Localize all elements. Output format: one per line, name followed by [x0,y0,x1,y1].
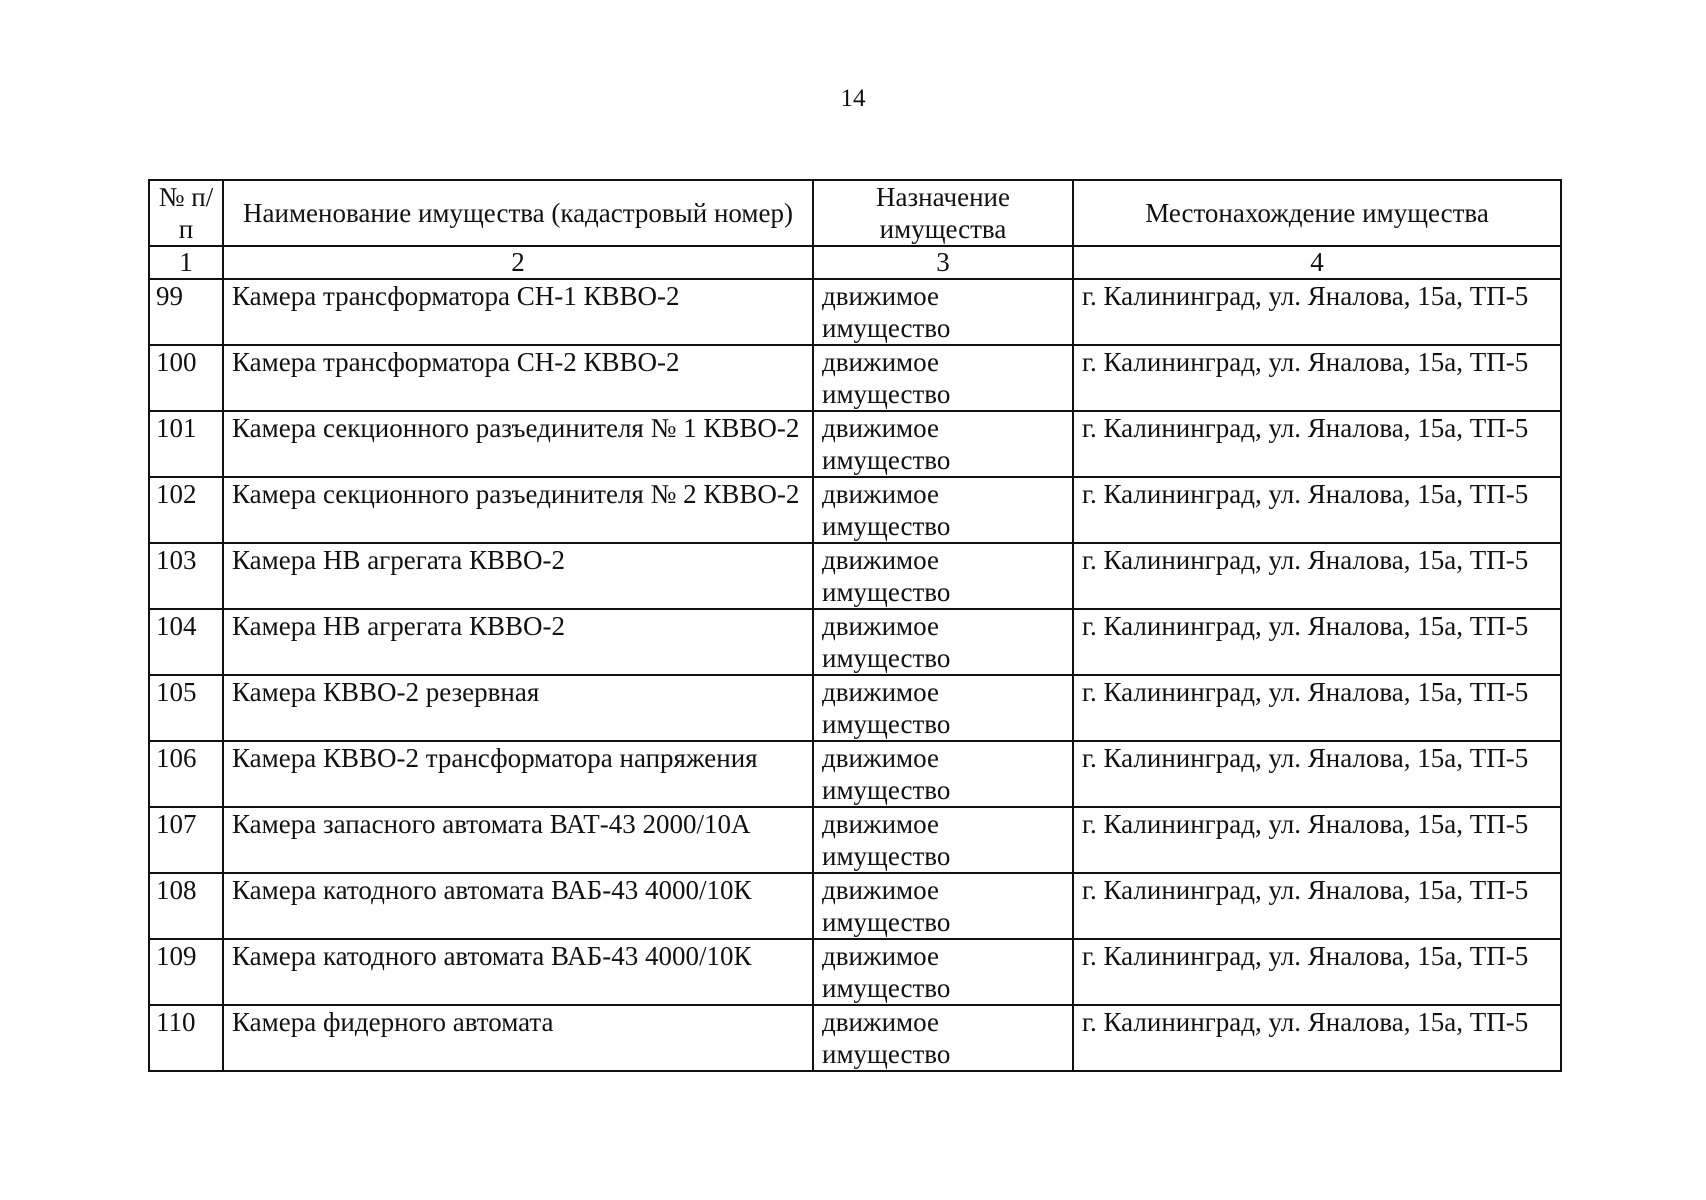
property-purpose: движимое имущество [813,675,1073,741]
property-name: Камера фидерного автомата [223,1005,813,1071]
property-purpose: движимое имущество [813,873,1073,939]
header-location: Местонахождение имущества [1073,180,1561,246]
row-number: 110 [149,1005,223,1071]
header-purpose: Назначение имущества [813,180,1073,246]
row-number: 102 [149,477,223,543]
table-row [149,939,1561,1005]
property-location: г. Калининград, ул. Яналова, 15а, ТП-5 [1073,741,1561,807]
table-row [149,477,1561,543]
table-row [149,279,1561,345]
column-number: 1 [149,246,223,279]
row-number: 103 [149,543,223,609]
property-location: г. Калининград, ул. Яналова, 15а, ТП-5 [1073,609,1561,675]
table-row [149,873,1561,939]
table-row [149,807,1561,873]
property-purpose: движимое имущество [813,741,1073,807]
property-name: Камера НВ агрегата КВВО-2 [223,609,813,675]
property-name: Камера трансформатора СН-1 КВВО-2 [223,279,813,345]
property-purpose: движимое имущество [813,477,1073,543]
column-number: 2 [223,246,813,279]
row-number: 101 [149,411,223,477]
property-purpose: движимое имущество [813,939,1073,1005]
column-number: 4 [1073,246,1561,279]
row-number: 107 [149,807,223,873]
property-name: Камера трансформатора СН-2 КВВО-2 [223,345,813,411]
property-purpose: движимое имущество [813,1005,1073,1071]
property-location: г. Калининград, ул. Яналова, 15а, ТП-5 [1073,279,1561,345]
property-purpose: движимое имущество [813,345,1073,411]
row-number: 105 [149,675,223,741]
property-table [148,179,1562,1072]
property-purpose: движимое имущество [813,807,1073,873]
property-location: г. Калининград, ул. Яналова, 15а, ТП-5 [1073,411,1561,477]
property-location: г. Калининград, ул. Яналова, 15а, ТП-5 [1073,345,1561,411]
row-number: 104 [149,609,223,675]
property-location: г. Калининград, ул. Яналова, 15а, ТП-5 [1073,873,1561,939]
property-location: г. Калининград, ул. Яналова, 15а, ТП-5 [1073,675,1561,741]
table-header-row [149,180,1561,246]
row-number: 108 [149,873,223,939]
row-number: 109 [149,939,223,1005]
column-number: 3 [813,246,1073,279]
property-name: Камера НВ агрегата КВВО-2 [223,543,813,609]
page-number: 14 [840,85,866,112]
table-row [149,1005,1561,1071]
table-row [149,543,1561,609]
table-row [149,675,1561,741]
property-location: г. Калининград, ул. Яналова, 15а, ТП-5 [1073,543,1561,609]
property-location: г. Калининград, ул. Яналова, 15а, ТП-5 [1073,477,1561,543]
column-number-row [149,246,1561,279]
property-purpose: движимое имущество [813,279,1073,345]
row-number: 100 [149,345,223,411]
property-purpose: движимое имущество [813,609,1073,675]
property-location: г. Калининград, ул. Яналова, 15а, ТП-5 [1073,939,1561,1005]
table-body [149,279,1561,1071]
table-row [149,609,1561,675]
property-purpose: движимое имущество [813,543,1073,609]
property-location: г. Калининград, ул. Яналова, 15а, ТП-5 [1073,807,1561,873]
property-name: Камера катодного автомата ВАБ-43 4000/10К [223,939,813,1005]
table-row [149,345,1561,411]
property-name: Камера запасного автомата ВАТ-43 2000/10А [223,807,813,873]
property-name: Камера КВВО-2 резервная [223,675,813,741]
header-number: № п/п [149,180,223,246]
property-name: Камера КВВО-2 трансформатора напряжения [223,741,813,807]
property-purpose: движимое имущество [813,411,1073,477]
property-location: г. Калининград, ул. Яналова, 15а, ТП-5 [1073,1005,1561,1071]
table-row [149,741,1561,807]
row-number: 99 [149,279,223,345]
property-name: Камера секционного разъединителя № 2 КВВО-2 [223,477,813,543]
property-name: Камера секционного разъединителя № 1 КВВО-2 [223,411,813,477]
table-row [149,411,1561,477]
header-name: Наименование имущества (кадастровый номер) [223,180,813,246]
row-number: 106 [149,741,223,807]
property-name: Камера катодного автомата ВАБ-43 4000/10К [223,873,813,939]
